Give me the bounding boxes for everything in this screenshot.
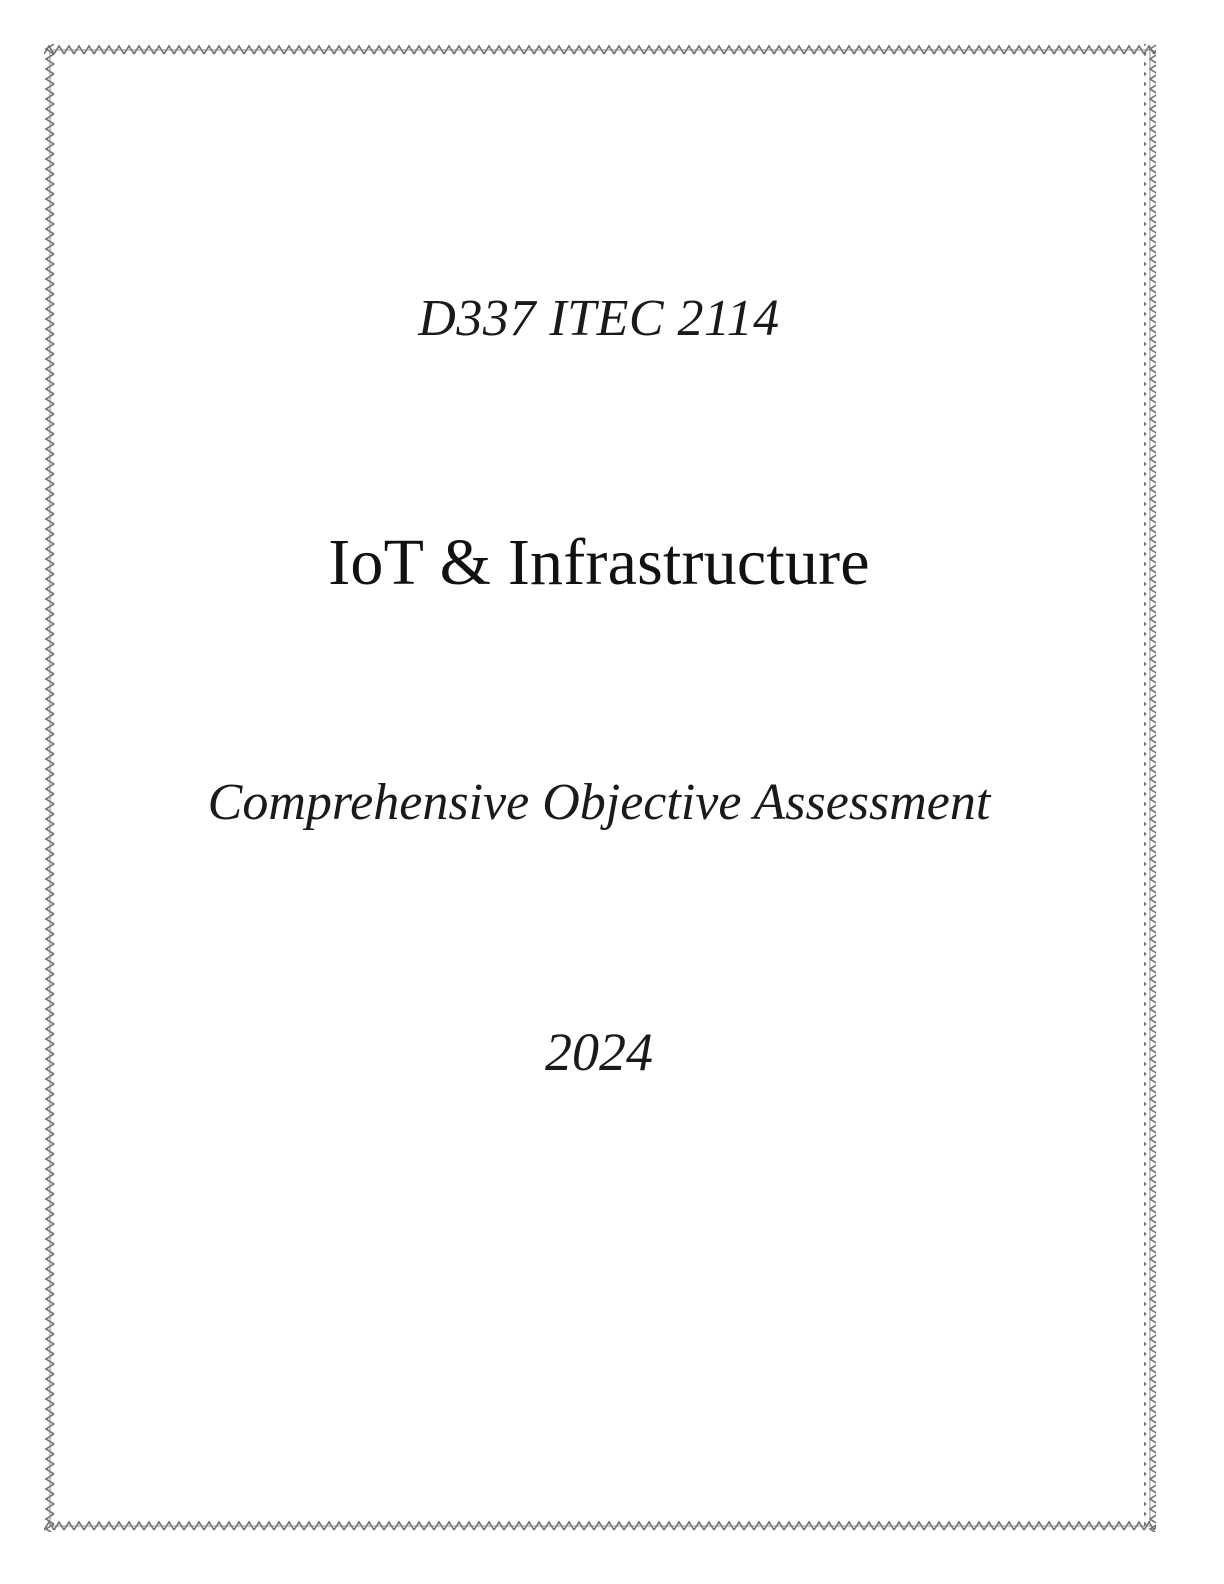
page-title: IoT & Infrastructure [328,526,870,600]
document-subtitle: Comprehensive Objective Assessment [207,773,991,831]
document-year: 2024 [545,1022,653,1083]
title-page-content [84,70,1114,1510]
course-code: D337 ITEC 2114 [418,290,780,347]
